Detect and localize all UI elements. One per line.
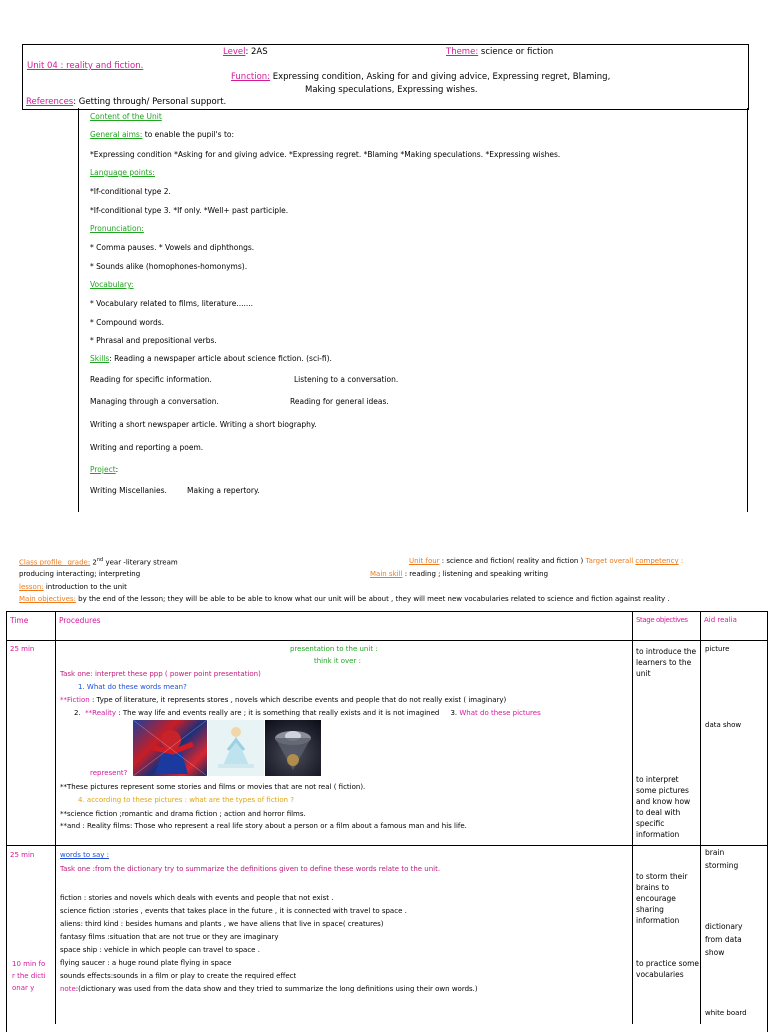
header-procedures: Procedures	[59, 616, 101, 625]
header-aids: Aid realia	[704, 616, 737, 624]
target-label: Target overall	[583, 557, 636, 565]
skills-label: Skills	[90, 354, 110, 363]
main-skill-label: Main skill	[370, 570, 403, 578]
lesson-line	[19, 583, 127, 591]
def-fiction: fiction : stories and novels which deals with events and people that not exist .	[60, 894, 334, 902]
target-colon: :	[678, 557, 684, 565]
note-label: note	[60, 985, 76, 993]
pronunciation-label: Pronunciation:	[90, 224, 144, 233]
skills-line	[90, 354, 332, 363]
note-line	[60, 985, 478, 993]
q3-num: 3.	[450, 709, 458, 717]
fiction-def	[60, 696, 506, 704]
main-objectives-value: by the end of the lesson; they will be able to be able to know what our unit will be about , they will meet new vocabularies related to science and fiction against reality .	[75, 595, 670, 603]
def-sound-effects: sounds effects:sounds in a film or play to create the required effect	[60, 972, 297, 980]
class-profile-rest: year -literary stream	[103, 558, 178, 567]
vocabulary-3: * Phrasal and prepositional verbs.	[90, 336, 217, 345]
references-value: : Getting through/ Personal support.	[73, 97, 227, 107]
header-objectives: Stage objectives	[636, 616, 688, 624]
function-label: Function:	[231, 72, 271, 82]
reality-label: **Reality	[85, 709, 117, 717]
lesson-value: introduction to the unit	[43, 583, 127, 591]
skill-1a: Reading for specific information.	[90, 375, 212, 384]
function-line-2: Making speculations, Expressing wishes.	[305, 85, 478, 95]
level-line	[223, 47, 268, 57]
content-heading: Content of the Unit	[90, 112, 162, 121]
general-aims	[90, 130, 234, 139]
row2-aid-1: brain storming	[705, 848, 739, 870]
vocabulary-1: * Vocabulary related to films, literature.......	[90, 299, 254, 308]
presentation-heading: presentation to the unit :	[290, 645, 378, 653]
row1-time: 25 min	[10, 645, 35, 653]
language-point-2: *If-conditional type 3. *If only. *Well+ past participle.	[90, 206, 289, 215]
unit-four-label: Unit four	[409, 557, 440, 565]
def-fantasy: fantasy films :situation that are not true or they are imaginary	[60, 933, 279, 941]
unit-title: Unit 04 : reality and fiction.	[27, 61, 144, 71]
note-value: :(dictionary was used from the data show and they tried to summarize the long definitions using their own words.)	[75, 985, 478, 993]
think-it-over: think it over :	[314, 657, 361, 665]
main-objectives-line	[19, 595, 670, 603]
content-left-rule	[78, 108, 79, 512]
unit-four-value: : science and fiction( reality and fiction )	[439, 557, 584, 565]
these-pictures-text: **These pictures represent some stories and films or movies that are not real ( fiction).	[60, 783, 366, 791]
main-skill-value: : reading ; listening and speaking writing	[402, 570, 549, 578]
row1-objective-1: to introduce the learners to the unit	[636, 647, 697, 678]
class-profile-line	[19, 557, 178, 566]
row1-task-one: Task one: interpret these ppp ( power point presentation)	[60, 670, 261, 678]
skill-2b: Reading for general ideas.	[290, 397, 389, 406]
level-value: : 2AS	[245, 47, 268, 57]
theme-line	[446, 47, 553, 57]
pronunciation-2: * Sounds alike (homophones-homonyms).	[90, 262, 248, 271]
row2-task-one: Task one :from the dictionary try to summarize the definitions given to define these words relate to the unit.	[60, 865, 441, 873]
row2-aid-2: dictionary from data show	[705, 922, 743, 957]
def-science-fiction: science fiction :stories , events that takes place in the future , it is connected with travel to space .	[60, 907, 407, 915]
spiderman-picture	[133, 720, 207, 776]
target-competency: competency	[635, 557, 679, 565]
pronunciation-1: * Comma pauses. * Vowels and diphthongs.	[90, 243, 255, 252]
aims-line: *Expressing condition *Asking for and giving advice. *Expressing regret. *Blaming *Making speculations. *Expressing wishes.	[90, 150, 561, 159]
table-row-rule	[6, 845, 767, 846]
project-value: :	[115, 465, 119, 474]
table-header-rule	[6, 640, 767, 641]
project-line	[90, 465, 118, 474]
reality-value: : The way life and events really are ; it is something that really exists and it is not imagined	[116, 709, 440, 717]
theme-label: Theme:	[446, 47, 479, 57]
col-rule-2	[632, 611, 633, 1024]
project-1b: Making a repertory.	[187, 486, 260, 495]
vocabulary-label: Vocabulary:	[90, 280, 134, 289]
main-skill-line	[370, 570, 548, 578]
class-profile-sup: nd	[96, 557, 104, 563]
lesson-label: lesson:	[19, 583, 44, 591]
row2-time: 25 min	[10, 851, 35, 859]
q4-text: 4. according to these pictures : what are the types of fiction ?	[78, 796, 295, 804]
language-point-1: *If-conditional type 2.	[90, 187, 171, 196]
skill-1b: Listening to a conversation.	[294, 375, 399, 384]
references-label: References	[26, 97, 74, 107]
references-line	[26, 97, 226, 107]
q3-text: What do these pictures	[459, 709, 541, 717]
words-to-say: words to say :	[60, 851, 109, 859]
unit-four-line	[409, 557, 683, 565]
skills-value: : Reading a newspaper article about science fiction. (sci-fi).	[109, 354, 332, 363]
row2-aid-3: white board	[705, 1009, 747, 1017]
def-aliens: aliens: third kind : besides humans and plants , we have aliens that live in space( creatures)	[60, 920, 384, 928]
header-time: Time	[10, 616, 29, 625]
producing-line: producing interacting; interpreting	[19, 570, 141, 578]
project-label: Project	[90, 465, 116, 474]
main-objectives-label: Main objectives:	[19, 595, 76, 603]
general-aims-label: General aims:	[90, 130, 143, 139]
q2-num: 2.	[74, 709, 81, 717]
general-aims-value: to enable the pupil's to:	[142, 130, 235, 139]
class-profile-num: 2	[90, 558, 97, 567]
function-line	[231, 72, 610, 82]
types-1: **science fiction ;romantic and drama fiction ; action and horror films.	[60, 810, 306, 818]
skill-3: Writing a short newspaper article. Writing a short biography.	[90, 420, 317, 429]
row1-objective-2: to interpret some pictures and know how to deal with specific information	[636, 775, 691, 839]
reality-def	[74, 709, 541, 717]
represent-text: represent?	[90, 769, 128, 777]
col-rule-3	[700, 611, 701, 1024]
language-points-label: Language points:	[90, 168, 155, 177]
def-flying-saucer: flying saucer : a huge round plate flying in space	[60, 959, 232, 967]
cinderella-picture	[208, 720, 264, 776]
content-right-rule	[747, 108, 748, 512]
class-profile-label: Class profile _grade:	[19, 558, 91, 567]
spaceship-picture	[265, 720, 321, 776]
row2-objective-2: to practice some vocabularies	[636, 959, 700, 979]
level-label: Level	[223, 47, 246, 57]
def-space-ship: space ship : vehicle in which people can travel to space .	[60, 946, 260, 954]
fiction-value: : Type of literature, it represents stores , novels which describe events and people that do not really exist ( imaginary)	[89, 696, 507, 704]
vocabulary-2: * Compound words.	[90, 318, 164, 327]
skill-4: Writing and reporting a poem.	[90, 443, 204, 452]
skill-2a: Managing through a conversation.	[90, 397, 219, 406]
col-rule-1	[55, 611, 56, 1024]
row2-objective-1: to storm their brains to encourage sharing information	[636, 872, 688, 925]
theme-value: science or fiction	[478, 47, 554, 57]
project-1a: Writing Miscellanies.	[90, 486, 167, 495]
function-value: Expressing condition, Asking for and giving advice, Expressing regret, Blaming,	[270, 72, 611, 82]
types-2: **and : Reality films: Those who represent a real life story about a person or a film about a famous man and his life.	[60, 822, 467, 830]
row1-aid-1: picture	[705, 645, 730, 653]
fiction-label: **Fiction	[60, 696, 90, 704]
row2-time-2: 10 min for the dictionar y	[12, 960, 46, 992]
row1-aid-2: data show	[705, 721, 742, 729]
row1-q1: 1. What do these words mean?	[78, 683, 187, 691]
